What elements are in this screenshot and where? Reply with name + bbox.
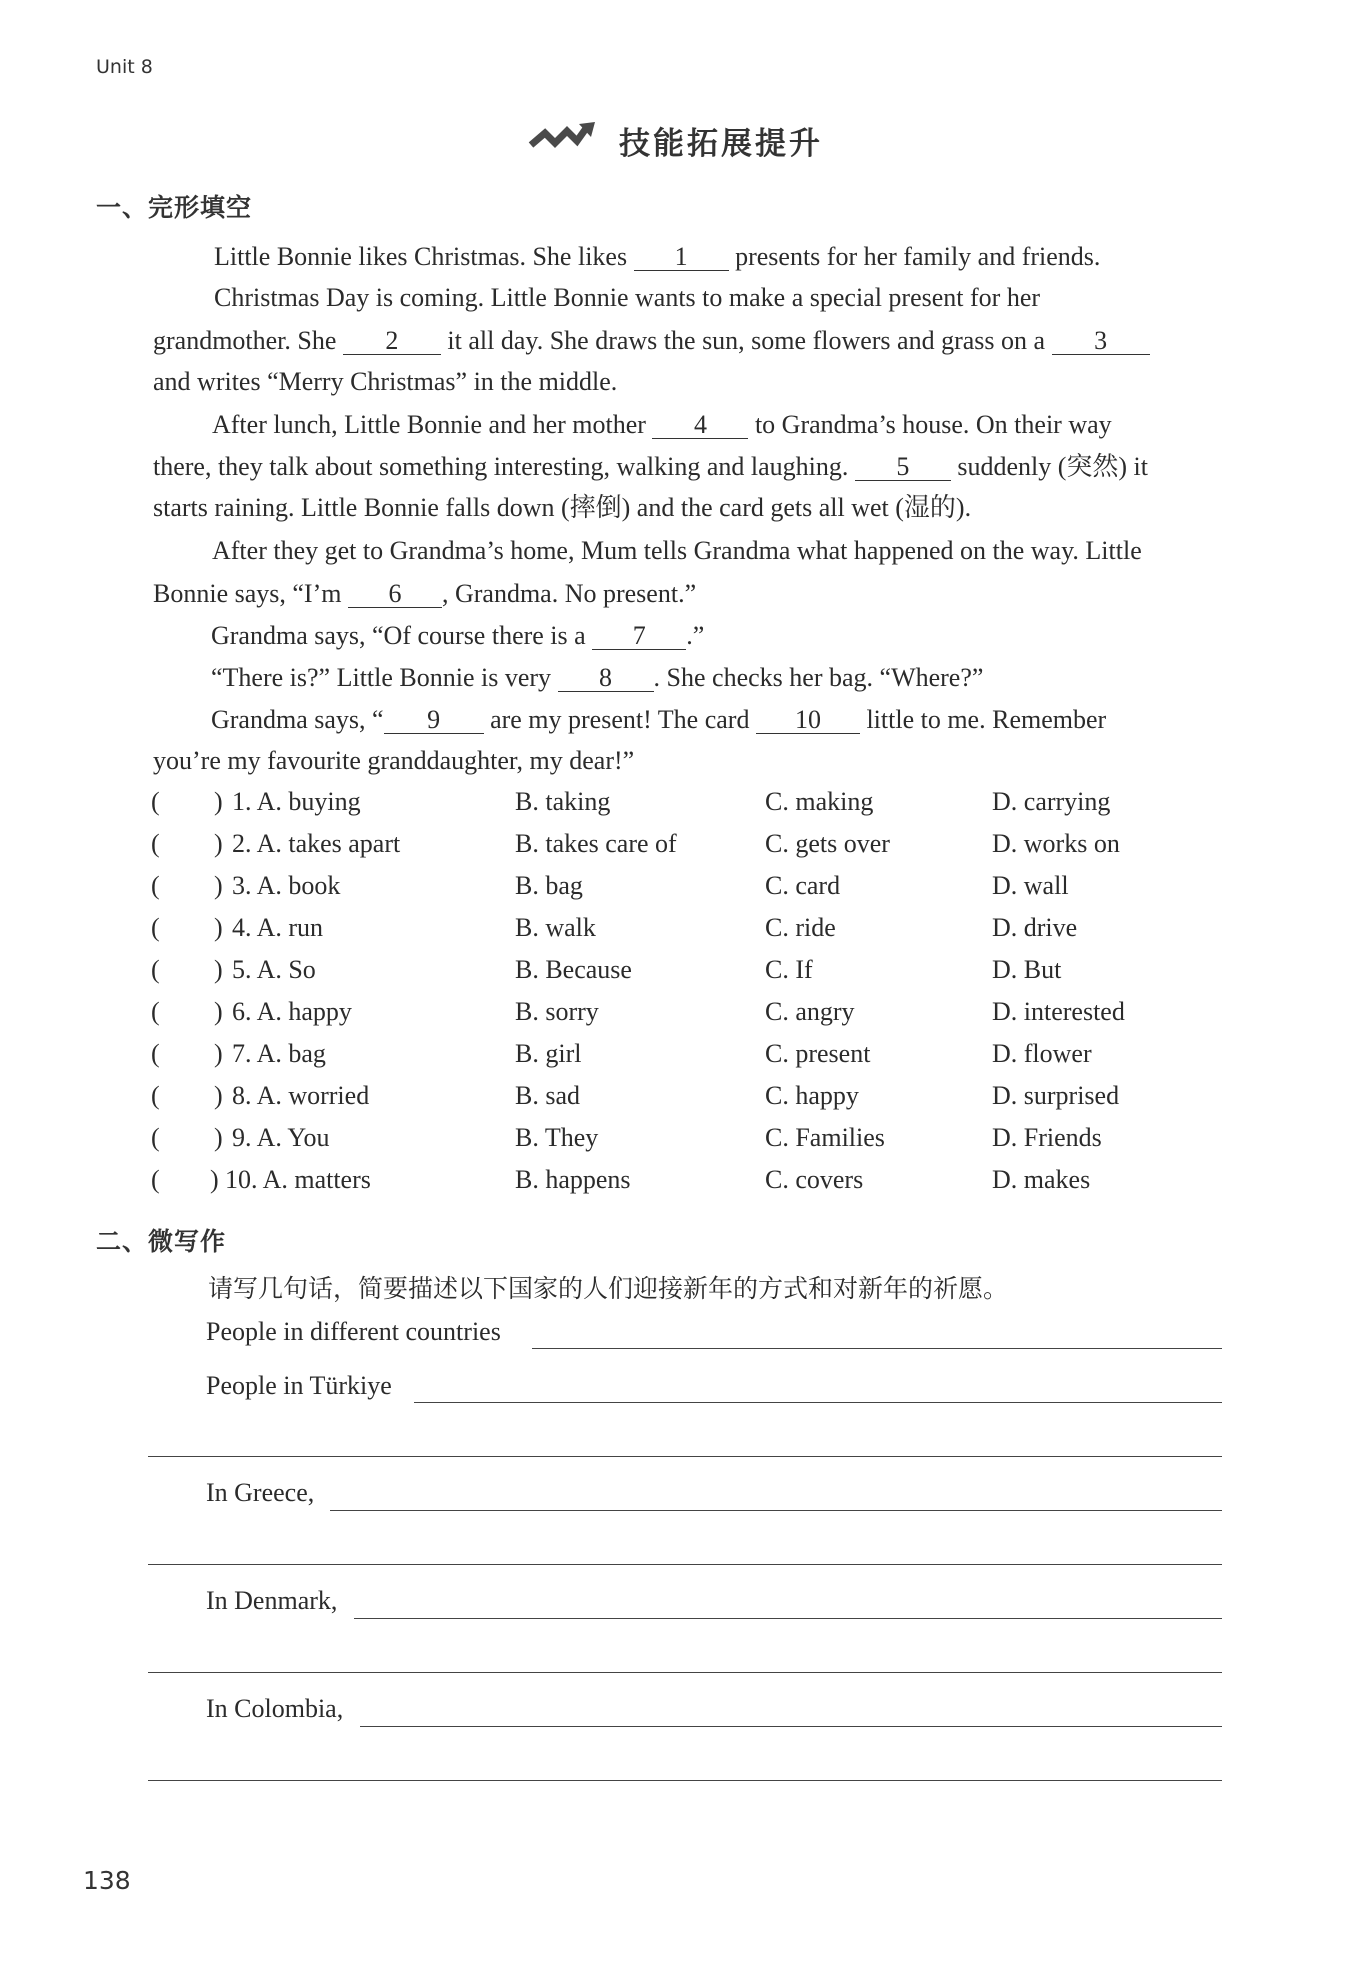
- prompt-in-colombia: In Colombia,: [206, 1694, 344, 1723]
- question-row-3: [0, 871, 1350, 907]
- blank-7[interactable]: 7: [592, 622, 686, 650]
- question-row-6: [0, 997, 1350, 1033]
- option-d[interactable]: D. Friends: [992, 1123, 1102, 1152]
- option-d[interactable]: D. surprised: [992, 1081, 1120, 1110]
- passage-line: After lunch, Little Bonnie and her mother 4 to Grandma’s house. On their way: [212, 410, 1112, 439]
- blank-2[interactable]: 2: [343, 327, 441, 355]
- option-b[interactable]: B. taking: [515, 787, 611, 816]
- passage-line: grandmother. She 2 it all day. She draws the sun, some flowers and grass on a 3: [153, 327, 1150, 355]
- option-b[interactable]: B. sad: [515, 1081, 580, 1110]
- passage-line: Little Bonnie likes Christmas. She likes 1 presents for her family and friends.: [214, 242, 1101, 271]
- passage-line: Grandma says, “Of course there is a 7 .”: [211, 621, 705, 650]
- option-b[interactable]: B. bag: [515, 871, 583, 900]
- option-d[interactable]: D. drive: [992, 913, 1078, 942]
- option-d[interactable]: D. interested: [992, 997, 1125, 1026]
- trend-zigzag-arrow-icon: [527, 121, 597, 160]
- answer-paren-close: ): [214, 787, 223, 816]
- option-a[interactable]: 4. A. run: [232, 913, 323, 942]
- section1-title: 一、完形填空: [96, 193, 253, 222]
- option-c[interactable]: C. Families: [765, 1123, 885, 1152]
- question-row-5: [0, 955, 1350, 991]
- answer-paren-open: (: [151, 1081, 160, 1110]
- option-b[interactable]: B. happens: [515, 1165, 631, 1194]
- passage-line: starts raining. Little Bonnie falls down (摔倒) and the card gets all wet (湿的).: [153, 493, 972, 522]
- prompt-in-greece: In Greece,: [206, 1478, 315, 1507]
- writing-instruction: 请写几句话，简要描述以下国家的人们迎接新年的方式和对新年的祈愿。: [208, 1274, 1009, 1303]
- blank-5[interactable]: 5: [855, 453, 951, 481]
- blank-10[interactable]: 10: [756, 706, 860, 734]
- section2-title: 二、微写作: [96, 1227, 227, 1256]
- option-a[interactable]: 5. A. So: [232, 955, 316, 984]
- option-a[interactable]: 6. A. happy: [232, 997, 352, 1026]
- option-b[interactable]: B. Because: [515, 955, 632, 984]
- answer-paren-close: ): [214, 871, 223, 900]
- answer-paren-close: ): [214, 1081, 223, 1110]
- option-d[interactable]: D. flower: [992, 1039, 1092, 1068]
- question-row-2: [0, 829, 1350, 865]
- answer-paren-open: (: [151, 871, 160, 900]
- option-a[interactable]: 2. A. takes apart: [232, 829, 401, 858]
- prompt-people-turkiye: People in Türkiye: [206, 1371, 392, 1400]
- answer-paren-open: (: [151, 913, 160, 942]
- option-b[interactable]: B. girl: [515, 1039, 582, 1068]
- passage-line: and writes “Merry Christmas” in the middle.: [153, 367, 618, 396]
- question-row-7: [0, 1039, 1350, 1075]
- answer-line[interactable]: [532, 1348, 1222, 1349]
- option-b[interactable]: B. sorry: [515, 997, 599, 1026]
- answer-line[interactable]: [414, 1402, 1222, 1403]
- passage-line: After they get to Grandma’s home, Mum tells Grandma what happened on the way. Little: [212, 536, 1142, 565]
- section-header: [0, 118, 1350, 163]
- answer-paren-open: (: [151, 997, 160, 1026]
- option-a[interactable]: 1. A. buying: [232, 787, 361, 816]
- option-d[interactable]: D. carrying: [992, 787, 1111, 816]
- option-c[interactable]: C. card: [765, 871, 841, 900]
- blank-3[interactable]: 3: [1052, 327, 1150, 355]
- option-c[interactable]: C. angry: [765, 997, 855, 1026]
- question-row-4: [0, 913, 1350, 949]
- option-b[interactable]: B. takes care of: [515, 829, 677, 858]
- answer-paren-close: ): [210, 1165, 219, 1194]
- option-c[interactable]: C. happy: [765, 1081, 859, 1110]
- answer-line[interactable]: [148, 1456, 1222, 1457]
- option-b[interactable]: B. walk: [515, 913, 596, 942]
- prompt-in-denmark: In Denmark,: [206, 1586, 338, 1615]
- answer-paren-close: ): [214, 997, 223, 1026]
- answer-line[interactable]: [354, 1618, 1222, 1619]
- option-b[interactable]: B. They: [515, 1123, 599, 1152]
- page-number: 138: [83, 1866, 131, 1895]
- question-row-8: [0, 1081, 1350, 1117]
- answer-line[interactable]: [330, 1510, 1222, 1511]
- passage-line: you’re my favourite granddaughter, my dear!”: [153, 746, 635, 775]
- blank-9[interactable]: 9: [384, 706, 484, 734]
- blank-6[interactable]: 6: [348, 580, 442, 608]
- option-c[interactable]: C. present: [765, 1039, 871, 1068]
- answer-line[interactable]: [148, 1564, 1222, 1565]
- answer-paren-open: (: [151, 1123, 160, 1152]
- option-c[interactable]: C. covers: [765, 1165, 864, 1194]
- blank-8[interactable]: 8: [558, 664, 654, 692]
- passage-line: there, they talk about something interesting, walking and laughing. 5 suddenly (突然) it: [153, 452, 1149, 481]
- answer-paren-close: ): [214, 829, 223, 858]
- answer-paren-open: (: [151, 829, 160, 858]
- option-c[interactable]: C. ride: [765, 913, 836, 942]
- answer-paren-close: ): [214, 1039, 223, 1068]
- header-title: 技能拓展提升: [619, 126, 823, 162]
- option-a[interactable]: 10. A. matters: [225, 1165, 371, 1194]
- option-c[interactable]: C. gets over: [765, 829, 890, 858]
- option-d[interactable]: D. makes: [992, 1165, 1091, 1194]
- answer-paren-open: (: [151, 787, 160, 816]
- unit-label: Unit 8: [96, 56, 153, 78]
- option-a[interactable]: 7. A. bag: [232, 1039, 326, 1068]
- answer-paren-close: ): [214, 955, 223, 984]
- option-a[interactable]: 8. A. worried: [232, 1081, 370, 1110]
- question-row-9: [0, 1123, 1350, 1159]
- answer-line[interactable]: [148, 1672, 1222, 1673]
- option-d[interactable]: D. But: [992, 955, 1062, 984]
- option-d[interactable]: D. works on: [992, 829, 1120, 858]
- option-c[interactable]: C. If: [765, 955, 813, 984]
- passage-line: “There is?” Little Bonnie is very 8 . She checks her bag. “Where?”: [211, 663, 984, 692]
- answer-paren-close: ): [214, 913, 223, 942]
- answer-paren-close: ): [214, 1123, 223, 1152]
- option-a[interactable]: 3. A. book: [232, 871, 341, 900]
- question-row-10: [0, 1165, 1350, 1201]
- passage-line: Grandma says, “ 9 are my present! The card 10 little to me. Remember: [211, 705, 1107, 734]
- answer-line[interactable]: [360, 1726, 1222, 1727]
- option-a[interactable]: 9. A. You: [232, 1123, 330, 1152]
- answer-paren-open: (: [151, 1039, 160, 1068]
- question-row-1: [0, 787, 1350, 823]
- passage-line: Bonnie says, “I’m 6 , Grandma. No present.”: [153, 579, 697, 608]
- option-c[interactable]: C. making: [765, 787, 874, 816]
- blank-4[interactable]: 4: [652, 411, 748, 439]
- answer-line[interactable]: [148, 1780, 1222, 1781]
- option-d[interactable]: D. wall: [992, 871, 1069, 900]
- answer-paren-open: (: [151, 1165, 160, 1194]
- passage-line: Christmas Day is coming. Little Bonnie wants to make a special present for her: [214, 283, 1041, 312]
- blank-1[interactable]: 1: [634, 243, 729, 271]
- answer-paren-open: (: [151, 955, 160, 984]
- prompt-people-different-countries: People in different countries: [206, 1317, 501, 1346]
